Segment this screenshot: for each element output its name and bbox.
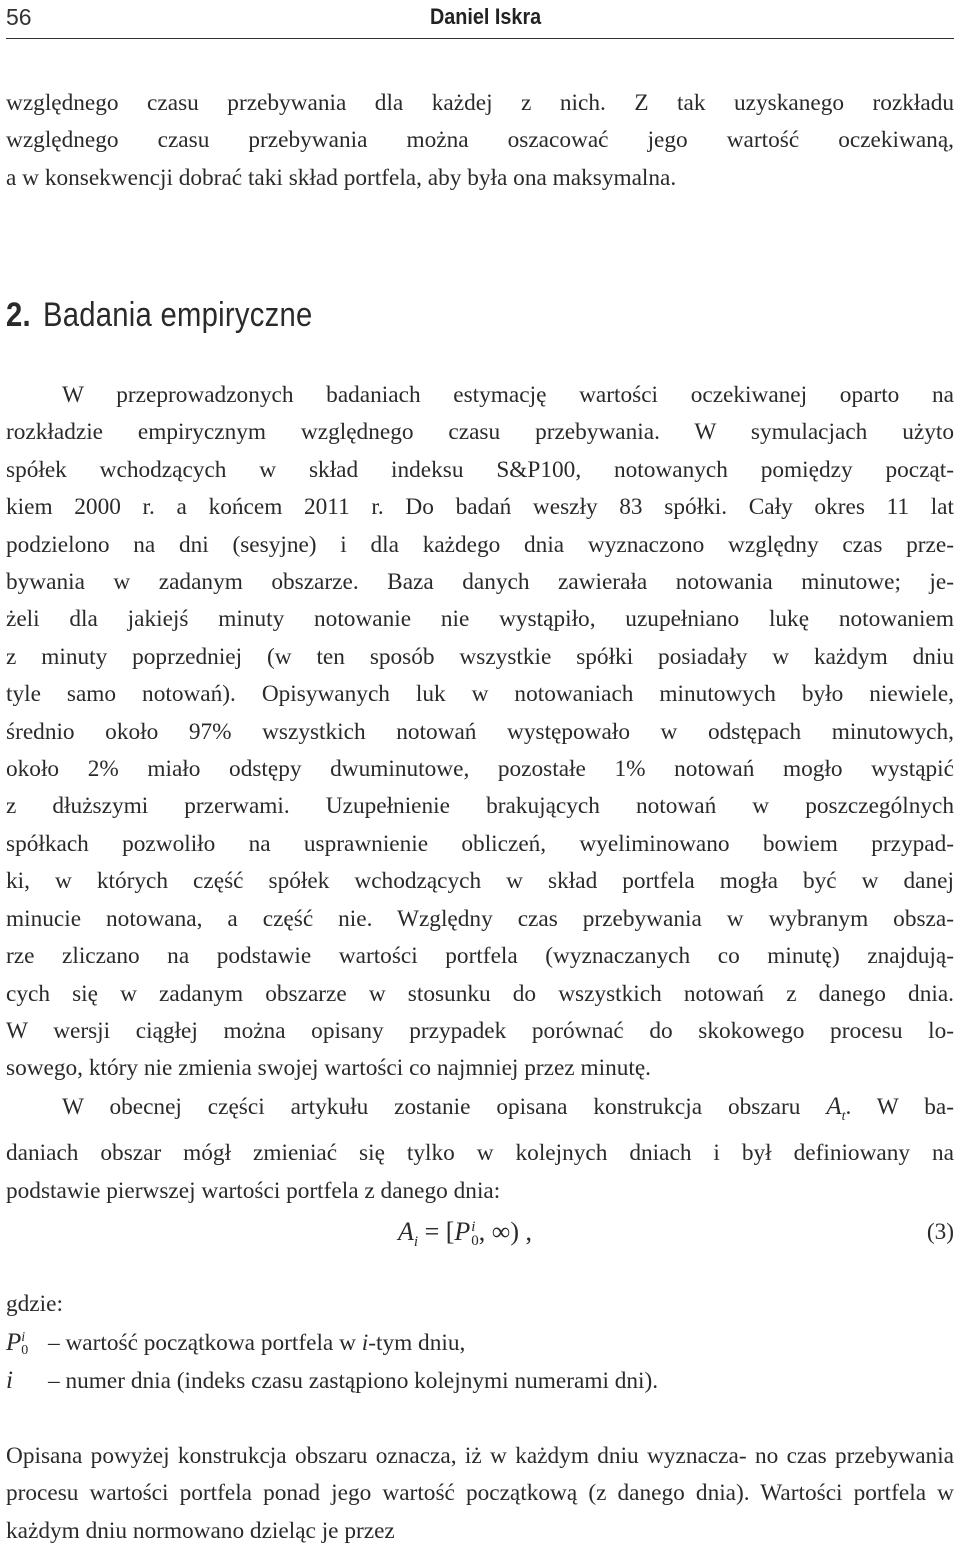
paragraph-body: [6, 377, 954, 1210]
math-letter: P: [454, 1217, 471, 1246]
text-line: rozkładzie empirycznym względnego czasu przebywania. W symulacjach użyto: [6, 419, 954, 446]
definition-text: -tym dniu,: [368, 1330, 466, 1356]
math-subscript: i: [413, 1234, 419, 1251]
definition-symbol: [6, 1329, 48, 1357]
text-line: sowego, który nie zmienia swojej wartości co najmniej przez minutę.: [6, 1055, 651, 1082]
math-subscript: t: [841, 1108, 846, 1124]
math-letter: A: [398, 1217, 414, 1246]
text-line: Opisana powyżej konstrukcja obszaru oznacza, iż w każdym dniu wyznacza-: [6, 1443, 747, 1469]
author-name: Daniel Iskra: [430, 4, 542, 29]
math-operator: = [: [418, 1217, 455, 1246]
math-superscript: i: [21, 1330, 26, 1346]
text-line: spółek wchodzących w skład indeksu S&P100, notowanych pomiędzy począt-: [6, 456, 954, 483]
text-line: (z danego dnia). Wartości portfela w każdym dniu normowano dzieląc je przez: [6, 1480, 954, 1544]
text-line: względnego czasu przebywania można oszacować jego wartość oczekiwaną,: [6, 127, 954, 154]
text-line: daniach obszar mógł zmieniać się tylko w kolejnych dniach i był definiowany na: [6, 1140, 954, 1167]
text-line: podstawie pierwszej wartości portfela z danego dnia:: [6, 1177, 501, 1204]
math-operator: , ∞) ,: [478, 1217, 532, 1246]
running-header: [6, 0, 954, 39]
paragraph-intro: [6, 85, 954, 197]
equation-3: [398, 1217, 532, 1251]
where-label: gdzie:: [6, 1291, 63, 1317]
section-heading: [6, 296, 313, 335]
page-number: 56: [6, 4, 32, 30]
math-subscript: 0: [471, 1233, 479, 1250]
math-letter: A: [826, 1092, 842, 1120]
definition-italic: i: [361, 1330, 369, 1356]
math-scripts: [21, 1331, 28, 1357]
text-line: ki, w których część spółek wchodzących w skład portfela mogła być w danej: [6, 868, 954, 895]
definition-item: [6, 1367, 658, 1395]
definition-text: – numer dnia (indeks czasu zastąpiono kolejnymi numerami dni).: [48, 1368, 659, 1394]
section-number: 2.: [6, 296, 31, 334]
text-line: rze zliczano na podstawie wartości portfela (wyznaczanych co minutę) znajdują-: [6, 943, 954, 970]
inline-text: . W ba-: [845, 1093, 954, 1120]
text-line: względnego czasu przebywania dla każdej z nich. Z tak uzyskanego rozkładu: [6, 90, 954, 116]
text-line: z dłuższymi przerwami. Uzupełnienie brakujących notowań w poszczególnych: [6, 793, 954, 820]
text-line: [6, 1088, 954, 1135]
math-letter: P: [6, 1329, 22, 1356]
math-superscript: i: [471, 1219, 476, 1236]
math-subscript: 0: [21, 1343, 29, 1359]
inline-math-symbol: [826, 1092, 846, 1124]
text-line: spółkach pozwoliło na usprawnienie obliczeń, wyeliminowano bowiem przypad-: [6, 830, 954, 857]
math-scripts: [471, 1220, 479, 1248]
text-line: no czas przebywania procesu wartości portfela ponad jego wartość początkową: [6, 1443, 955, 1507]
paragraph-tail: [6, 1438, 954, 1550]
text-line: żeli dla jakiejś minuty notowanie nie wystąpiło, uzupełniano lukę notowaniem: [6, 606, 954, 633]
text-line: podzielono na dni (sesyjne) i dla każdego dnia wyznaczono względny czas prze-: [6, 531, 954, 558]
text-line: średnio około 97% wszystkich notowań występowało w odstępach minutowych,: [6, 718, 954, 745]
text-line: minucie notowana, a część nie. Względny czas przebywania w wybranym obsza-: [6, 905, 954, 932]
text-line: z minuty poprzedniej (w ten sposób wszystkie spółki posiadały w każdym dniu: [6, 643, 954, 670]
text-line: kiem 2000 r. a końcem 2011 r. Do badań weszły 83 spółki. Cały okres 11 lat: [6, 494, 954, 521]
inline-text: W obecnej części artykułu zostanie opisana konstrukcja obszaru: [62, 1093, 827, 1120]
equation-number: (3): [926, 1219, 954, 1245]
text-line: około 2% miało odstępy dwuminutowe, pozostałe 1% notowań mogło wystąpić: [6, 756, 954, 783]
text-line: bywania w zadanym obszarze. Baza danych zawierała notowania minutowe; je-: [6, 569, 954, 596]
text-line: a w konsekwencji dobrać taki skład portfela, aby była ona maksymalna.: [6, 164, 677, 191]
definition-symbol: i: [6, 1367, 13, 1394]
text-line: tyle samo notowań). Opisywanych luk w notowaniach minutowych było niewiele,: [6, 681, 954, 708]
definition-text: – wartość początkowa portfela w: [48, 1330, 362, 1356]
section-title: Badania empiryczne: [42, 296, 313, 334]
text-line: W wersji ciągłej można opisany przypadek porównać do skokowego procesu lo-: [6, 1017, 954, 1044]
definition-item: [6, 1329, 465, 1357]
text-line: cych się w zadanym obszarze w stosunku do wszystkich notowań z danego dnia.: [6, 980, 954, 1007]
text-line: W przeprowadzonych badaniach estymację wartości oczekiwanej oparto na: [62, 382, 954, 408]
